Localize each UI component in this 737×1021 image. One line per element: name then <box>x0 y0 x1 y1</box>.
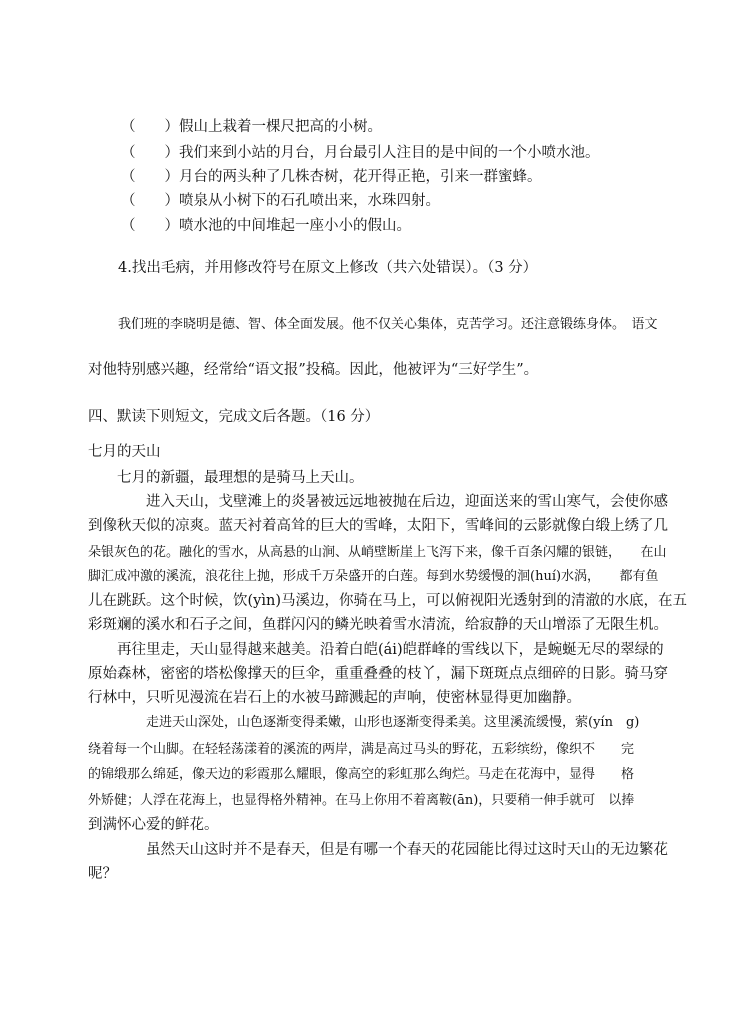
q4-text-line: 我们班的李晓明是德、智、体全面发展。他不仅关心集体，克苦学习。还注意锻练身体。 语文 <box>118 317 658 332</box>
article-line: 虽然天山这时并不是春天，但是有哪一个春天的花园能比得过这时天山的无边繁花 <box>146 842 668 858</box>
order-item: （ ）喷水池的中间堆起一座小小的假山。 <box>121 218 411 234</box>
article-line: 行林中，只听见漫流在岩石上的水被马蹄溅起的声响，使密林显得更加幽静。 <box>88 690 581 706</box>
article-line: 到像秋天似的凉爽。蓝天衬着高耸的巨大的雪峰，太阳下，雪峰间的云影就像白缎上绣了几 <box>88 518 668 534</box>
article-line: 彩斑斓的溪水和石子之间，鱼群闪闪的鳞光映着雪水清流，给寂静的天山增添了无限生机。 <box>88 617 668 633</box>
article-line: 走进天山深处，山色逐渐变得柔嫩，山形也逐渐变得柔美。这里溪流缓慢，萦(yín g) <box>146 715 640 730</box>
article-line: 绕着每一个山脚。在轻轻荡漾着的溪流的两岸，满是高过马头的野花，五彩缤纷，像织不 完 <box>88 742 635 757</box>
article-line: 的锦缎那么绵延，像天边的彩霞那么耀眼，像高空的彩虹那么绚烂。马走在花海中，显得 格 <box>88 767 635 782</box>
q4-text-line: 对他特别感兴趣，经常给“语文报”投稿。因此，他被评为“三好学生”。 <box>88 362 539 378</box>
article-line: 朵银灰色的花。融化的雪水，从高悬的山涧、从峭壁断崖上飞泻下来，像千百条闪耀的银链， 在山 <box>88 545 667 560</box>
article-line: 呢？ <box>88 866 117 882</box>
article-line: 脚汇成冲激的溪流，浪花往上抛，形成千万朵盛开的白莲。每到水势缓慢的洄(huí)水涡， 都有鱼 <box>88 569 659 584</box>
article-line: 外矫健；人浮在花海上，也显得格外精神。在马上你用不着离鞍(ān)，只要稍一伸手就可 以捧 <box>88 793 635 808</box>
section-heading: 四、默读下则短文，完成文后各题。（16 分） <box>88 409 380 425</box>
order-item: （ ）喷泉从小树下的石孔喷出来，水珠四射。 <box>121 193 440 209</box>
article-title: 七月的天山 <box>88 444 161 460</box>
article-line: 到满怀心爱的鲜花。 <box>88 817 219 833</box>
q4-title: 4.找出毛病，并用修改符号在原文上修改（共六处错误）。（3 分） <box>118 260 538 276</box>
article-line: 七月的新疆，最理想的是骑马上天山。 <box>117 470 364 486</box>
article-line: 再往里走，天山显得越来越美。沿着白皑(ái)皑群峰的雪线以下，是蜿蜒无尽的翠绿的 <box>117 642 664 658</box>
order-item: （ ）假山上栽着一棵尺把高的小树。 <box>121 119 382 135</box>
order-item: （ ）月台的两头种了几株杏树，花开得正艳，引来一群蜜蜂。 <box>121 169 542 185</box>
article-line: 原始森林，密密的塔松像撑天的巨伞，重重叠叠的枝丫，漏下斑斑点点细碎的日影。骑马穿 <box>88 666 668 682</box>
order-item: （ ）我们来到小站的月台，月台最引人注目的是中间的一个小喷水池。 <box>121 145 600 161</box>
article-line: 进入天山，戈壁滩上的炎暑被远远地被抛在后边，迎面送来的雪山寒气，会使你感 <box>146 494 668 510</box>
article-line: 儿在跳跃。这个时候，饮(yìn)马溪边，你骑在马上，可以俯视阳光透射到的清澈的水底，在五 <box>88 593 687 609</box>
